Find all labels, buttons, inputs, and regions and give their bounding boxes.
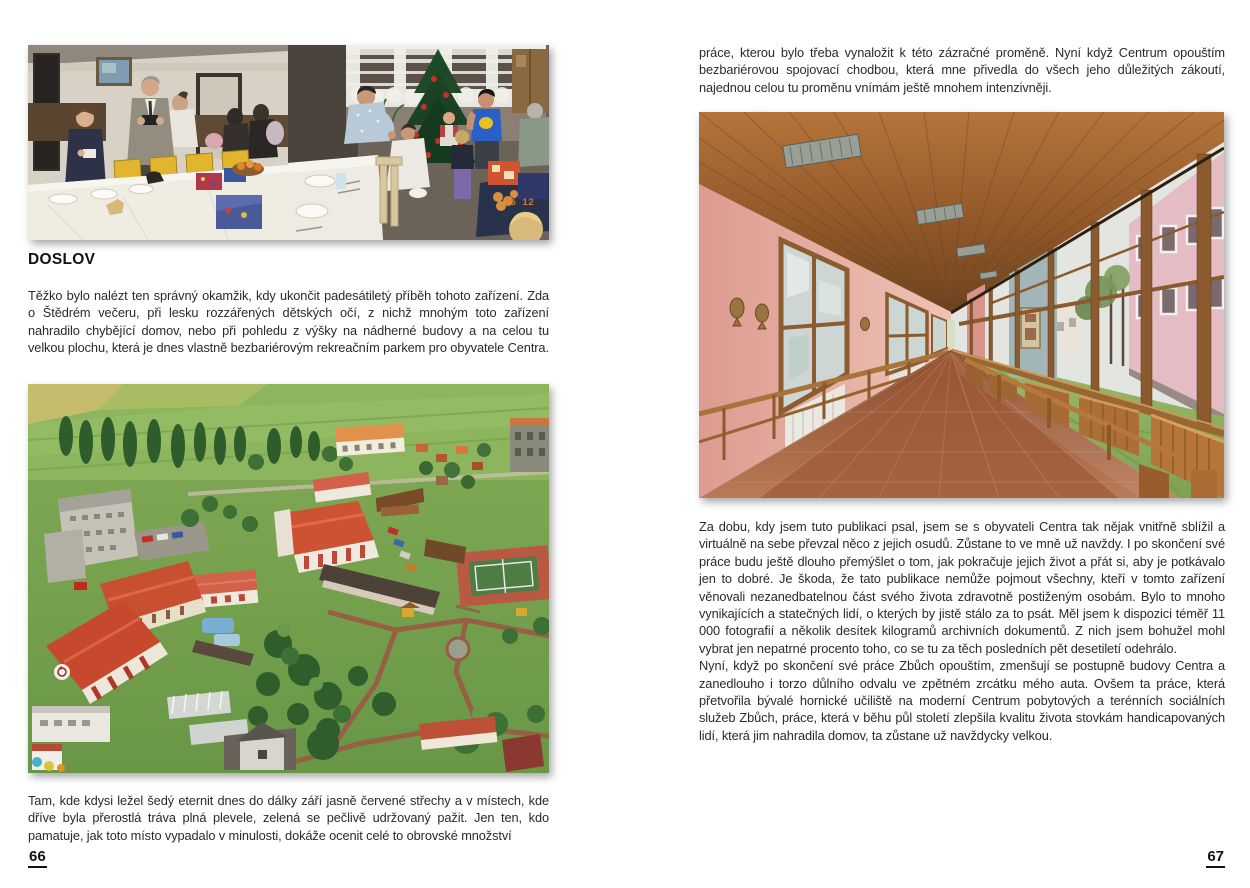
tennis-court	[456, 545, 549, 607]
photo-connecting-corridor	[699, 112, 1224, 498]
photo-christmas-tree	[288, 45, 549, 240]
left-paragraph-1: Těžko bylo nalézt ten správný okamžik, kdy ukončit padesátiletý příběh tohoto zařízení. Zda o Štědrém večeru, při lesku rozzářených dětských očí, z nichž mnohým toto zařízení nahradilo chybějící domov, nebo při pohledu z výšky na nádherné budovy a na celou tu velkou plochu, která je dnes vlastně bezbariérovým rekreačním parkem pro obyvatele Centra.	[28, 288, 549, 356]
right-paragraph-2: Za dobu, kdy jsem tuto publikaci psal, jsem se s obyvateli Centra tak nějak vnitřně sblížil a virtuálně na sebe převzal něco z jejich osudů. Zůstane to ve mně už navždy. I po skončení své práce budu ještě dlouho přemýšlet o tom, jak pokračuje jejich život a přát si, aby je potkávalo jen to dobré. Je škoda, že tato publikace nemůže pojmout všechny, kteří v tomto zařízení věnovali nezanedbatelnou část svého života zdravotně postiženým osobám. Bylo to mnoho vynikajících a statečných lidí, o kterých by jistě stálo za to psát. Měl jsem k dispozici téměř 11 000 fotografií a několik desítek kilogramů archivních dokumentů. Z nich jsem bohužel mohl vybrat jen nepatrné procento toho, co se tu za těch posledních pět desetiletí odehrálo.	[699, 519, 1225, 656]
photo-pair-christmas-celebration	[28, 45, 549, 240]
photo-aerial-campus	[28, 384, 549, 773]
page-number-left: 66	[28, 848, 47, 868]
left-paragraph-2: Tam, kde kdysi ležel šedý eternit dnes do dálky září jasně červené střechy a v místech, kde dříve byla přerostlá tráva plná plevele, zelená se pečlivě udržovaný pažit. Jen ten, kdo pamatuje, jak toto místo vypadalo v minulosti, dokáže ocenit celé to obrovské množství	[28, 793, 549, 843]
building-far-right	[510, 418, 549, 472]
right-text-block	[699, 518, 1225, 744]
page-number-right: 67	[1206, 848, 1225, 868]
wheelchair-logo	[54, 664, 70, 680]
right-paragraph-1: práce, kterou bylo třeba vynaložit k této zázračné proměně. Nyní když Centrum opouštím bezbariérovou spojovací chodbou, která mne přivedla do všech jeho důležitých zákoutí, najednou celou tu proměnu vnímám ještě mnohem intenzivněji.	[699, 45, 1225, 95]
section-heading-doslov: DOSLOV	[28, 251, 96, 268]
date-stamp: 25 12	[504, 198, 535, 209]
right-paragraph-3: Nyní, když po skončení své práce Zbůch opouštím, zmenšují se postupně budovy Centra a zanedlouho i torzo důlního odvalu ve zpětném zrcátku mého auta. Ovšem ta práce, která přetvořila bývalé hornické učiliště na moderní Centrum pobytových a terénních sociálních služeb Zbůch, práce, která v běhu půl století zlepšila kvalitu života stovkám handicapovaných lidí, která jim nahradila domov, ta zůstane už navždycky velkou.	[699, 658, 1225, 743]
building-top-right	[335, 424, 405, 457]
photo-christmas-dinner	[28, 45, 288, 240]
